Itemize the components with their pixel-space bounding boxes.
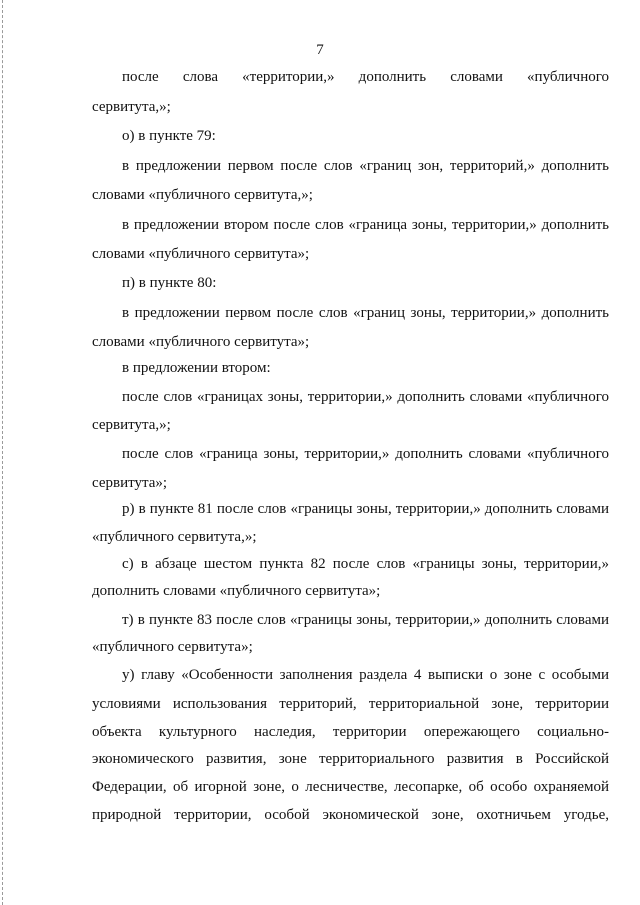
text-line: Федерации, об игорной зоне, о лесничестве, лесопарке, об особо охраняемой	[92, 779, 609, 795]
text-line: сервитута»;	[92, 475, 168, 491]
text-line: в предложении втором после слов «граница зоны, территории,» дополнить	[122, 217, 609, 233]
text-line: сервитута,»;	[92, 99, 171, 115]
list-item-t: т) в пункте 83 после слов «границы зоны, территории,» дополнить словами	[122, 612, 609, 628]
text-line: в предложении первом после слов «границ зон, территорий,» дополнить	[122, 158, 609, 174]
list-item-o: о) в пункте 79:	[122, 128, 216, 144]
scan-edge-line	[2, 0, 3, 905]
text-line: словами «публичного сервитута»;	[92, 334, 310, 350]
text-line: в предложении первом после слов «границ зоны, территории,» дополнить	[122, 305, 609, 321]
list-item-u: у) главу «Особенности заполнения раздела 4 выписки о зоне с особыми	[122, 667, 609, 683]
text-line: дополнить словами «публичного сервитута»;	[92, 583, 381, 599]
page-number: 7	[316, 42, 324, 58]
list-item-p: п) в пункте 80:	[122, 275, 217, 291]
text-line: экономического развития, зоне территориального развития в Российской	[92, 751, 609, 767]
text-line: «публичного сервитута»;	[92, 639, 253, 655]
text-line: словами «публичного сервитута,»;	[92, 187, 313, 203]
text-line: словами «публичного сервитута»;	[92, 246, 310, 262]
text-line: после слова «территории,» дополнить словами «публичного	[122, 69, 609, 85]
text-line: после слов «границах зоны, территории,» дополнить словами «публичного	[122, 389, 609, 405]
list-item-r: р) в пункте 81 после слов «границы зоны, территории,» дополнить словами	[122, 501, 609, 517]
text-line: сервитута,»;	[92, 417, 171, 433]
text-line: после слов «граница зоны, территории,» дополнить словами «публичного	[122, 446, 609, 462]
text-line: в предложении втором:	[122, 360, 271, 376]
text-line: условиями использования территорий, территориальной зоне, территории	[92, 696, 609, 712]
text-line: объекта культурного наследия, территории опережающего социально-	[92, 724, 609, 740]
text-line: «публичного сервитута,»;	[92, 529, 257, 545]
list-item-s: с) в абзаце шестом пункта 82 после слов «границы зоны, территории,»	[122, 556, 609, 572]
text-line: природной территории, особой экономической зоне, охотничьем угодье,	[92, 807, 609, 823]
